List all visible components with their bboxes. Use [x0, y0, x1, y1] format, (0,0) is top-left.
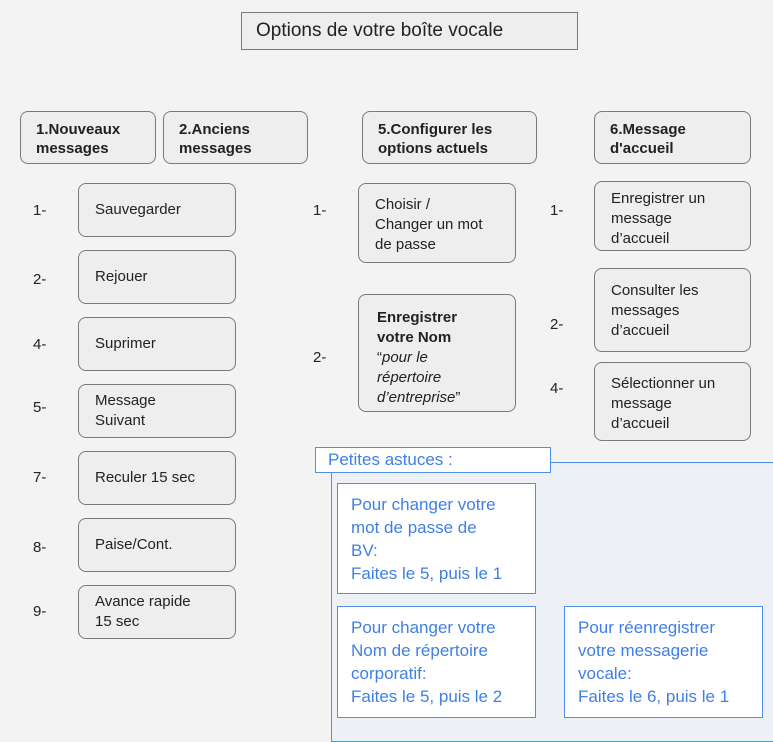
option-number: 8- [33, 539, 47, 556]
tip-changer-mot-de-passe [337, 483, 536, 594]
header-message-accueil [594, 111, 751, 164]
option-consulter-accueil[interactable] [594, 268, 751, 352]
page-title: Options de votre boîte vocale [241, 12, 578, 50]
option-label: Consulter les [611, 282, 699, 299]
option-pause[interactable] [78, 518, 236, 572]
option-number: 1- [33, 202, 47, 219]
option-label: de passe [375, 236, 436, 253]
option-message-suivant[interactable] [78, 384, 236, 438]
option-label: 15 sec [95, 613, 140, 630]
option-number: 4- [33, 336, 47, 353]
header-line: 5.Configurer les [378, 121, 493, 138]
tip-line: Faites le 5, puis le 2 [351, 687, 503, 706]
header-line: options actuels [378, 140, 489, 157]
tip-line: Pour réenregistrer [578, 618, 716, 637]
tip-line: vocale: [578, 664, 632, 683]
tip-changer-nom [337, 606, 536, 718]
option-label-italic: d’entreprise [377, 389, 456, 406]
tip-line: corporatif: [351, 664, 427, 683]
option-label: Avance rapide [95, 593, 191, 610]
option-changer-mot-de-passe[interactable] [358, 183, 516, 263]
header-line: 1.Nouveaux [36, 121, 121, 138]
option-label: message [611, 210, 672, 227]
option-avance-rapide[interactable] [78, 585, 236, 639]
option-number: 1- [313, 202, 327, 219]
header-line: 6.Message [610, 121, 686, 138]
option-selectionner-accueil[interactable] [594, 362, 751, 441]
option-label [377, 348, 460, 368]
option-label: Choisir / [375, 196, 431, 213]
option-reculer[interactable] [78, 451, 236, 505]
option-label-italic: répertoire [377, 369, 442, 386]
tip-line: Faites le 6, puis le 1 [578, 687, 730, 706]
tips-label: Petites astuces : [315, 447, 551, 473]
header-line: 2.Anciens [179, 121, 250, 138]
option-label [377, 388, 460, 408]
option-label: votre Nom [377, 329, 452, 346]
header-configurer-options [362, 111, 537, 164]
option-label: d’accueil [611, 322, 670, 339]
option-label: Changer un mot [375, 216, 483, 233]
option-number: 9- [33, 603, 47, 620]
tip-line: votre messagerie [578, 641, 709, 660]
option-number: 1- [550, 202, 564, 219]
quote-close: ” [455, 389, 461, 406]
option-label-italic: pour le [382, 349, 428, 366]
option-sauvegarder[interactable] [78, 183, 236, 237]
option-label: d’accueil [611, 415, 670, 432]
option-label: d’accueil [611, 230, 670, 247]
option-label: Paise/Cont. [95, 536, 173, 553]
option-number: 4- [550, 380, 564, 397]
header-nouveaux-messages [20, 111, 156, 164]
tip-line: Pour changer votre [351, 495, 496, 514]
option-number: 7- [33, 469, 47, 486]
quote-open: “ [377, 349, 382, 366]
tip-line: BV: [351, 541, 378, 560]
option-label: Message [95, 392, 156, 409]
option-label: Rejouer [95, 268, 148, 285]
header-line: d'accueil [610, 140, 674, 157]
option-label: message [611, 395, 672, 412]
option-number: 2- [550, 316, 564, 333]
option-enregistrer-accueil[interactable] [594, 181, 751, 251]
option-label: Suivant [95, 412, 146, 429]
option-label: Reculer 15 sec [95, 469, 196, 486]
tip-line: mot de passe de [351, 518, 477, 537]
tip-reenregistrer-messagerie [564, 606, 763, 718]
option-label: Enregistrer [377, 309, 458, 326]
header-line: messages [179, 140, 252, 157]
header-line: messages [36, 140, 109, 157]
option-number: 2- [313, 349, 327, 366]
option-rejouer[interactable] [78, 250, 236, 304]
option-label: Sauvegarder [95, 201, 181, 218]
option-label: Sélectionner un [611, 375, 716, 392]
option-enregistrer-nom[interactable] [358, 294, 516, 412]
option-label: Suprimer [95, 335, 156, 352]
option-number: 2- [33, 271, 47, 288]
option-label: messages [611, 302, 680, 319]
option-suprimer[interactable] [78, 317, 236, 371]
option-label: Enregistrer un [611, 190, 706, 207]
header-anciens-messages [163, 111, 308, 164]
tip-line: Nom de répertoire [351, 641, 489, 660]
option-number: 5- [33, 399, 47, 416]
tip-line: Faites le 5, puis le 1 [351, 564, 503, 583]
tip-line: Pour changer votre [351, 618, 496, 637]
